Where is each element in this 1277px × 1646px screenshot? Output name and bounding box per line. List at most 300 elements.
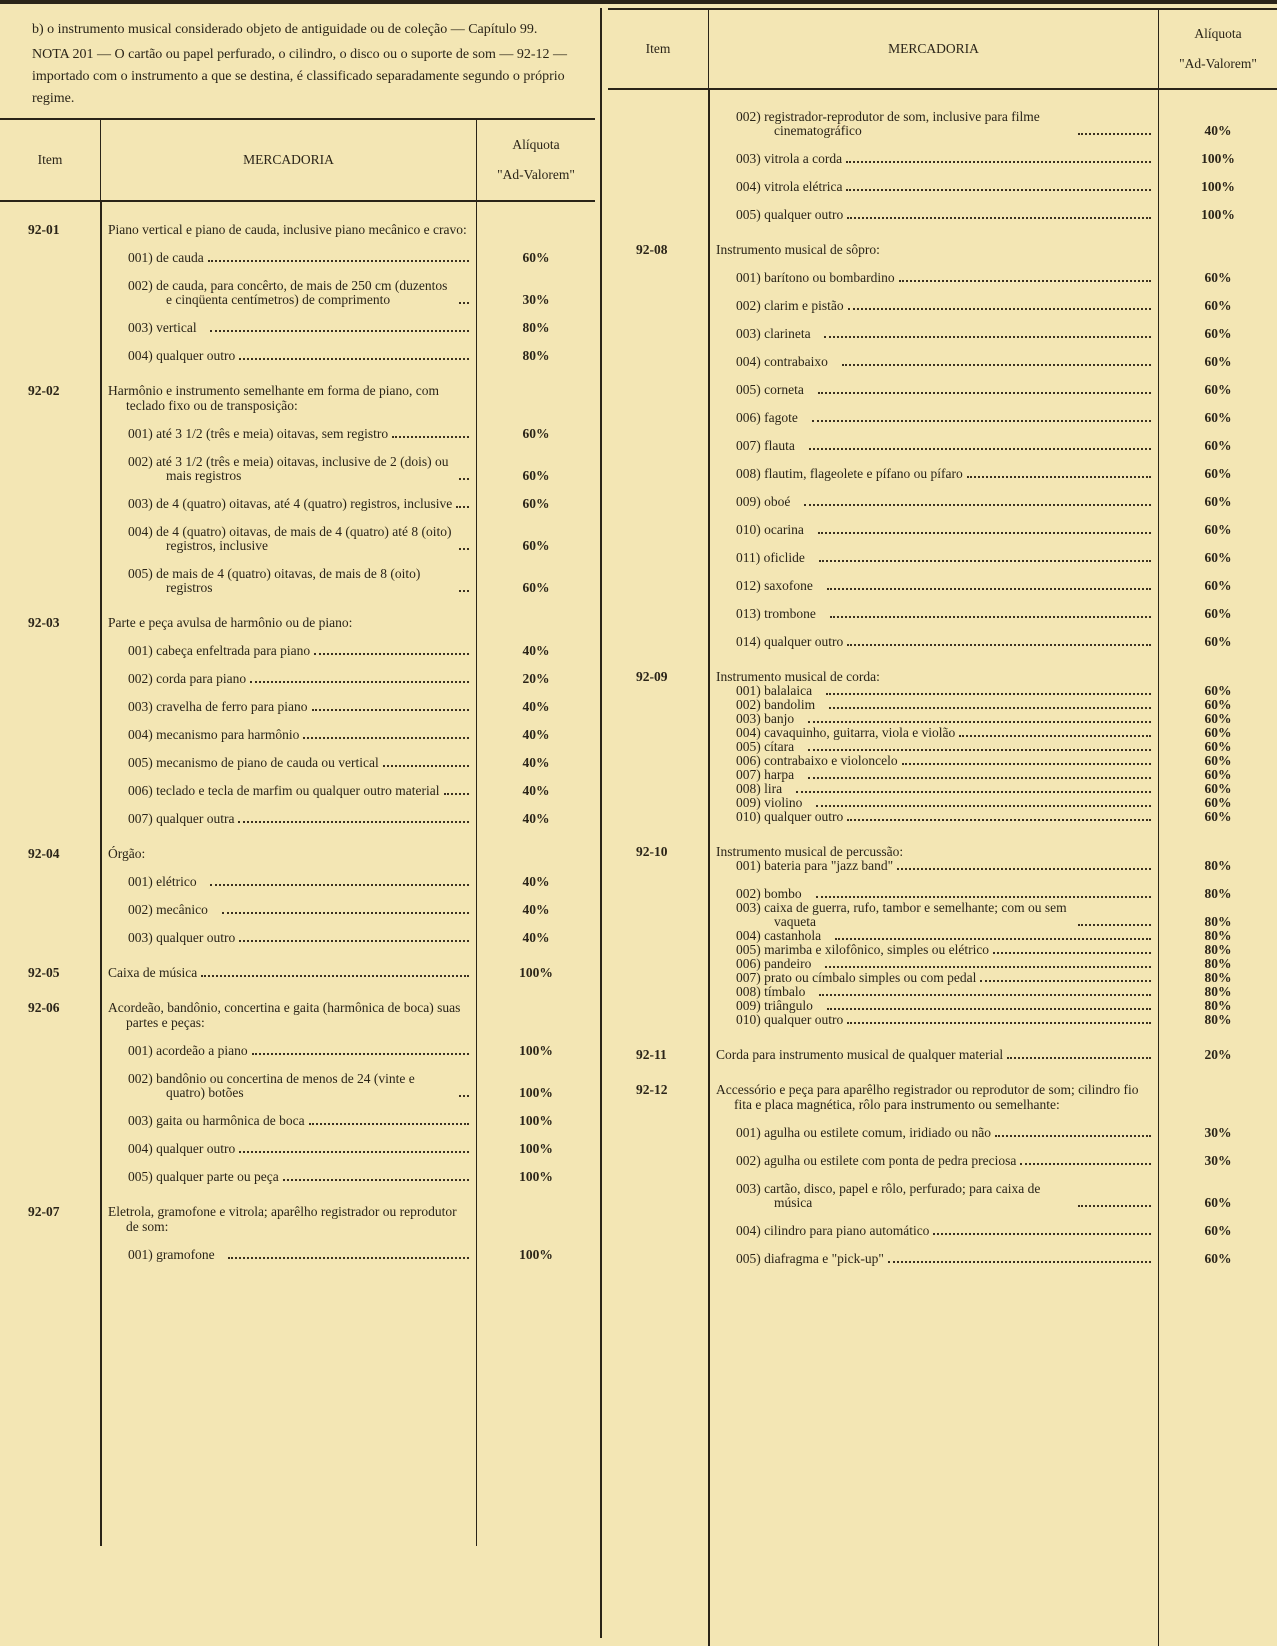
entry-rate: 40% (522, 811, 550, 826)
entry-text: 002) bandolim (736, 697, 816, 712)
item-code-cell (608, 208, 708, 222)
item-code-cell (608, 859, 708, 873)
entry-text: 005) mecanismo de piano de cauda ou vertical (128, 755, 379, 770)
entry-rate: 40% (522, 727, 550, 742)
entry-rate: 40% (522, 783, 550, 798)
entry-description (708, 754, 1159, 768)
table-row (0, 903, 595, 917)
entry-rate: 60% (1204, 494, 1232, 509)
item-code-cell (608, 635, 708, 649)
entry-rate: 40% (522, 699, 550, 714)
dot-leader (959, 726, 1151, 737)
table-header (608, 8, 1277, 90)
dot-leader (888, 1252, 1151, 1263)
table-row (0, 349, 595, 363)
table-row (0, 672, 595, 686)
entry-text: 004) cilindro para piano automático (736, 1223, 930, 1238)
group-description: Instrumento musical de sôpro: (716, 242, 880, 257)
table-row (0, 728, 595, 742)
table-row (608, 355, 1277, 369)
group-description (100, 965, 477, 980)
item-code-cell (608, 957, 708, 971)
item-code: 92-01 (28, 222, 60, 237)
table-row (608, 971, 1277, 985)
header-mercadoria-label: MERCADORIA (888, 41, 979, 56)
table-row (0, 700, 595, 714)
dot-leader (309, 1114, 469, 1125)
item-code-cell (0, 1248, 100, 1262)
group-heading (608, 1047, 1277, 1062)
item-code-cell (0, 812, 100, 826)
entry-text: 011) oficlide (736, 550, 805, 565)
dot-leader (252, 1044, 469, 1055)
entry-rate: 60% (522, 580, 550, 595)
table-row (608, 1224, 1277, 1238)
entry-rate: 40% (522, 643, 550, 658)
entry-text: 003) cravelha de ferro para piano (128, 699, 308, 714)
entry-text: 004) qualquer outro (128, 1141, 236, 1156)
entry-rate: 60% (522, 468, 550, 483)
item-code: 92-09 (636, 669, 668, 684)
entry-rate: 60% (1204, 739, 1232, 754)
entry-description (708, 635, 1159, 649)
header-aliquota-label: Alíquota (1194, 26, 1242, 41)
entry-rate: 60% (1204, 578, 1232, 593)
item-code-cell (608, 971, 708, 985)
group-heading (608, 844, 1277, 859)
group-description: Eletrola, gramofone e vitrola; aparêlho registrador ou reprodutor de som: (108, 1204, 457, 1234)
table-row (608, 929, 1277, 943)
table-row (0, 644, 595, 658)
entry-description (708, 439, 1159, 453)
dot-leader (819, 985, 1151, 996)
table-row (608, 1013, 1277, 1027)
item-code-cell (608, 579, 708, 593)
header-mercadoria (100, 120, 477, 200)
item-group (608, 242, 1277, 649)
entry-rate: 80% (1204, 984, 1232, 999)
entry-rate: 60% (1204, 354, 1232, 369)
item-code-cell (608, 1126, 708, 1140)
item-code-cell (0, 756, 100, 770)
dot-leader (1078, 110, 1151, 135)
item-code-cell (0, 349, 100, 363)
dot-leader (827, 579, 1151, 590)
dot-leader (818, 523, 1151, 534)
entry-description (708, 551, 1159, 565)
item-code-cell (0, 644, 100, 658)
entry-rate: 60% (1204, 683, 1232, 698)
entry-rate: 60% (1204, 1223, 1232, 1238)
entry-rate: 60% (1204, 606, 1232, 621)
entry-description (708, 740, 1159, 754)
note-item-b: b) o instrumento musical considerado objeto de antiguidade ou de coleção — Capítulo 99. (32, 22, 538, 37)
entry-text: 001) agulha ou estilete comum, iridiado ou não (736, 1125, 991, 1140)
item-group (0, 1204, 595, 1262)
item-code-cell (0, 525, 100, 553)
entry-rate: 60% (1204, 466, 1232, 481)
item-code-cell (608, 712, 708, 726)
table-row (608, 411, 1277, 425)
entry-description (708, 411, 1159, 425)
entry-description (708, 271, 1159, 285)
entry-rate: 60% (522, 538, 550, 553)
entry-text: 012) saxofone (736, 578, 813, 593)
item-code-cell (608, 887, 708, 901)
item-code-cell (608, 768, 708, 782)
entry-rate: 100% (1201, 207, 1235, 222)
entry-text: 001) barítono ou bombardino (736, 270, 895, 285)
entry-description (100, 455, 477, 483)
dot-leader (239, 1142, 469, 1153)
dot-leader (459, 567, 469, 592)
entry-text: 007) harpa (736, 767, 795, 782)
item-code-cell (0, 321, 100, 335)
item-code-cell (0, 728, 100, 742)
item-code: 92-05 (28, 965, 60, 980)
item-group (0, 615, 595, 826)
table-row (608, 901, 1277, 929)
entry-description (708, 796, 1159, 810)
table-row (608, 740, 1277, 754)
entry-rate: 80% (522, 320, 550, 335)
table-row (608, 495, 1277, 509)
entry-rate: 60% (1204, 795, 1232, 810)
entry-rate: 60% (1204, 697, 1232, 712)
dot-leader (1007, 1047, 1151, 1059)
item-code: 92-11 (636, 1047, 667, 1062)
entry-rate: 80% (1204, 1012, 1232, 1027)
dot-leader (456, 497, 469, 508)
entry-rate: 80% (1204, 886, 1232, 901)
entry-description (100, 903, 477, 917)
item-code-cell (608, 607, 708, 621)
entry-rate: 60% (1204, 781, 1232, 796)
dot-leader (239, 349, 469, 360)
entry-rate: 100% (519, 1085, 553, 1100)
entry-rate: 30% (1204, 1125, 1232, 1140)
item-code-cell (0, 567, 100, 595)
table-row (608, 810, 1277, 824)
entry-text: 005) marimba e xilofônico, simples ou elétrico (736, 942, 990, 957)
entry-description (708, 579, 1159, 593)
table-row (608, 796, 1277, 810)
item-code-cell (608, 999, 708, 1013)
table-row (608, 635, 1277, 649)
entry-text: 005) corneta (736, 382, 804, 397)
table-row (0, 251, 595, 265)
entry-text: 003) caixa de guerra, rufo, tambor e semelhante; com ou sem vaqueta (736, 900, 1067, 929)
entry-rate: 100% (519, 1113, 553, 1128)
dot-leader (314, 644, 469, 655)
table-row (608, 985, 1277, 999)
entry-description (708, 957, 1159, 971)
entry-description (708, 1154, 1159, 1168)
group-description-text: Caixa de música (108, 965, 198, 980)
dot-leader (808, 768, 1151, 779)
table-row (0, 784, 595, 798)
dot-leader (899, 271, 1151, 282)
entry-description (100, 672, 477, 686)
item-code-cell (0, 455, 100, 483)
entry-text: 004) vitrola elétrica (736, 179, 843, 194)
table-row (608, 887, 1277, 901)
group-heading (0, 1204, 595, 1234)
entry-description (708, 768, 1159, 782)
entry-text: 004) contrabaixo (736, 354, 828, 369)
entry-rate: 40% (522, 874, 550, 889)
table-row (0, 1248, 595, 1262)
dot-leader (459, 525, 469, 550)
entry-rate: 60% (1204, 410, 1232, 425)
item-code-cell (608, 383, 708, 397)
table-row (608, 943, 1277, 957)
dot-leader (847, 810, 1151, 821)
entry-description (708, 859, 1159, 873)
dot-leader (842, 355, 1151, 366)
table-row (0, 1044, 595, 1058)
table-row (608, 327, 1277, 341)
entry-description (100, 279, 477, 307)
dot-leader (812, 411, 1151, 422)
item-code-cell (608, 467, 708, 481)
entry-rate: 30% (522, 292, 550, 307)
item-code-cell (608, 271, 708, 285)
entry-description (100, 321, 477, 335)
entry-description (708, 943, 1159, 957)
dot-leader (847, 208, 1151, 219)
table-row (0, 321, 595, 335)
table-row (0, 1114, 595, 1128)
table-row (0, 567, 595, 595)
entry-text: 008) flautim, flageolete e pífano ou pífaro (736, 466, 963, 481)
table-row (608, 579, 1277, 593)
table-row (0, 279, 595, 307)
item-code-cell (608, 1154, 708, 1168)
entry-rate: 40% (522, 755, 550, 770)
entry-rate: 30% (1204, 1153, 1232, 1168)
entry-rate: 60% (1204, 522, 1232, 537)
header-mercadoria (708, 10, 1159, 88)
entry-text: 003) vertical (128, 320, 197, 335)
entry-description (708, 684, 1159, 698)
entry-rate: 100% (1201, 179, 1235, 194)
table-row (608, 999, 1277, 1013)
dot-leader (824, 327, 1151, 338)
entry-description (708, 180, 1159, 194)
group-rate: 20% (1204, 1047, 1232, 1062)
entry-text: 005) de mais de 4 (quatro) oitavas, de mais de 8 (oito) registros (128, 566, 421, 595)
entry-rate: 100% (1201, 151, 1235, 166)
entry-description (708, 1182, 1159, 1210)
group-description-text: Corda para instrumento musical de qualquer material (716, 1047, 1004, 1062)
entry-rate: 40% (522, 930, 550, 945)
entry-text: 013) trombone (736, 606, 816, 621)
item-code-cell (608, 985, 708, 999)
dot-leader (933, 1224, 1151, 1235)
table-row (608, 152, 1277, 166)
right-table-body (608, 90, 1277, 1646)
item-code-cell (608, 698, 708, 712)
item-code-cell (0, 497, 100, 511)
entry-text: 001) de cauda (128, 250, 204, 265)
group-description (708, 1047, 1159, 1062)
intro-notes (0, 0, 595, 110)
entry-description (100, 251, 477, 265)
dot-leader (826, 684, 1151, 695)
table-header (0, 118, 595, 202)
entry-rate: 100% (519, 1043, 553, 1058)
table-row (608, 180, 1277, 194)
entry-text: 014) qualquer outro (736, 634, 844, 649)
table-row (0, 455, 595, 483)
group-heading (0, 846, 595, 861)
entry-description (708, 355, 1159, 369)
entry-text: 001) bateria para "jazz band" (736, 858, 894, 873)
item-code: 92-04 (28, 846, 60, 861)
dot-leader (444, 784, 470, 795)
group-heading (608, 242, 1277, 257)
entry-description (708, 1252, 1159, 1266)
table-row (0, 1142, 595, 1156)
entry-description (100, 812, 477, 826)
entry-rate: 80% (1204, 970, 1232, 985)
group-heading (0, 383, 595, 413)
entry-rate: 40% (522, 902, 550, 917)
entry-description (708, 810, 1159, 824)
table-row (608, 607, 1277, 621)
entry-description (708, 929, 1159, 943)
entry-text: 010) qualquer outro (736, 809, 844, 824)
group-heading (0, 222, 595, 237)
item-code-cell (0, 672, 100, 686)
item-code-cell (0, 251, 100, 265)
entry-text: 009) violino (736, 795, 803, 810)
entry-text: 009) triângulo (736, 998, 813, 1013)
group-heading (0, 965, 595, 980)
entry-description (100, 1142, 477, 1156)
dot-leader (846, 152, 1151, 163)
table-row (608, 859, 1277, 873)
entry-text: 002) clarim e pistão (736, 298, 844, 313)
dot-leader (238, 812, 469, 823)
entry-rate: 100% (519, 1247, 553, 1262)
item-group (608, 844, 1277, 1027)
entry-text: 006) teclado e tecla de marfim ou qualquer outro material (128, 783, 440, 798)
entry-text: 008) lira (736, 781, 783, 796)
entry-rate: 60% (522, 496, 550, 511)
entry-description (708, 712, 1159, 726)
header-ad-valorem-label: "Ad-Valorem" (497, 167, 575, 182)
entry-text: 001) gramofone (128, 1247, 215, 1262)
item-code-cell (608, 684, 708, 698)
dot-leader (902, 754, 1151, 765)
entry-description (708, 152, 1159, 166)
dot-leader (383, 756, 469, 767)
dot-leader (1020, 1154, 1151, 1165)
item-group (0, 965, 595, 980)
entry-rate: 80% (1204, 956, 1232, 971)
entry-text: 003) clarineta (736, 326, 811, 341)
dot-leader (808, 740, 1151, 751)
item-code-cell (608, 523, 708, 537)
entry-text: 007) prato ou címbalo simples ou com pedal (736, 970, 977, 985)
item-code-cell (608, 740, 708, 754)
entry-description (100, 700, 477, 714)
group-rate: 100% (519, 965, 553, 980)
entry-rate: 60% (1204, 753, 1232, 768)
dot-leader (835, 929, 1151, 940)
dot-leader (980, 971, 1151, 982)
entry-text: 003) de 4 (quatro) oitavas, até 4 (quatro) registros, inclusive (128, 496, 453, 511)
table-row (608, 551, 1277, 565)
entry-description (708, 208, 1159, 222)
entry-text: 006) fagote (736, 410, 798, 425)
item-code-cell (608, 782, 708, 796)
entry-rate: 100% (519, 1169, 553, 1184)
group-description: Harmônio e instrumento semelhante em forma de piano, com teclado fixo ou de transposição: (108, 383, 440, 413)
group-heading (608, 1082, 1277, 1112)
entry-text: 002) bombo (736, 886, 802, 901)
item-code-cell (608, 1182, 708, 1210)
entry-rate: 60% (1204, 1195, 1232, 1210)
dot-leader (222, 903, 469, 914)
entry-text: 004) mecanismo para harmônio (128, 727, 300, 742)
table-row (608, 110, 1277, 138)
item-code-cell (608, 901, 708, 929)
item-group (0, 222, 595, 363)
entry-text: 004) cavaquinho, guitarra, viola e violão (736, 725, 956, 740)
dot-leader (967, 467, 1151, 478)
item-code: 92-07 (28, 1204, 60, 1219)
entry-text: 010) qualquer outro (736, 1012, 844, 1027)
entry-text: 009) oboé (736, 494, 791, 509)
table-row (608, 439, 1277, 453)
entry-text: 004) de 4 (quatro) oitavas, de mais de 4 (quatro) até 8 (oito) registros, inclusive (128, 524, 452, 553)
item-code-cell (0, 784, 100, 798)
dot-leader (809, 439, 1151, 450)
entry-text: 002) até 3 1/2 (três e meia) oitavas, inclusive de 2 (dois) ou mais registros (128, 454, 449, 483)
entry-description (708, 110, 1159, 138)
entry-rate: 80% (1204, 858, 1232, 873)
table-row (608, 271, 1277, 285)
dot-leader (210, 321, 469, 332)
dot-leader (848, 299, 1151, 310)
entry-rate: 60% (1204, 725, 1232, 740)
entry-description (708, 887, 1159, 901)
group-description: Instrumento musical de corda: (716, 669, 880, 684)
entry-text: 003) gaita ou harmônica de boca (128, 1113, 305, 1128)
item-group (608, 669, 1277, 824)
entry-text: 001) acordeão a piano (128, 1043, 248, 1058)
entry-rate: 60% (1204, 298, 1232, 313)
column-divider (600, 8, 602, 1638)
item-code: 92-06 (28, 1000, 60, 1015)
entry-description (100, 1044, 477, 1058)
dot-leader (392, 427, 469, 438)
entry-description (708, 607, 1159, 621)
item-code-cell (608, 943, 708, 957)
table-row (608, 698, 1277, 712)
item-code-cell (608, 1252, 708, 1266)
entry-description (708, 495, 1159, 509)
entry-rate: 80% (1204, 914, 1232, 929)
item-code: 92-08 (636, 242, 668, 257)
item-code-cell (0, 1170, 100, 1184)
left-column (0, 0, 595, 1546)
entry-text: 002) agulha ou estilete com ponta de pedra preciosa (736, 1153, 1017, 1168)
entry-text: 002) bandônio ou concertina de menos de 24 (vinte e quatro) botões (128, 1071, 415, 1100)
